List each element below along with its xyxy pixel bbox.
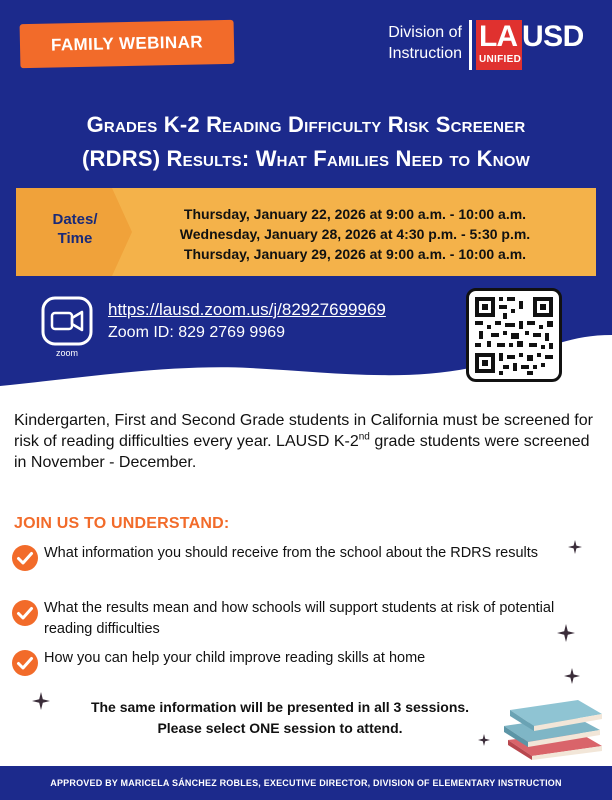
list-item-text: What information you should receive from the school about the RDRS results [44,545,539,561]
list-item-text: What the results mean and how schools will support students at risk of potential reading difficulties [44,600,555,637]
books-icon [498,688,608,760]
sparkle-icon [564,668,580,684]
sparkle-icon [478,734,490,746]
zoom-meeting-id: Zoom ID: 829 2769 9969 [108,324,286,341]
zoom-icon [40,296,94,358]
logo-divider [469,20,472,70]
intro-paragraph: Kindergarten, First and Second Grade students in California must be screened for risk of reading difficulties every year. LAUSD K-2nd grade students were screened in November - December. [14,412,593,471]
checkmark-icon [12,545,38,571]
division-of-instruction-text: Division of Instruction [388,24,462,62]
sparkle-icon [32,692,50,710]
sparkle-icon [557,624,575,642]
join-us-heading: JOIN US TO UNDERSTAND: [14,515,230,532]
lausd-la-block [476,20,522,70]
session-date-1: Thursday, January 22, 2026 at 9:00 a.m. - 10:00 a.m. [183,206,527,222]
session-date-2: Wednesday, January 28, 2026 at 4:30 p.m. - 5:30 p.m. [179,226,531,242]
checkmark-icon [12,650,38,676]
closing-note: The same information will be presented in all 3 sessions. Please select ONE session to attend. [90,699,470,736]
badge-label: FAMILY WEBINAR [50,32,204,55]
title-line-1: Grades K-2 Reading Difficulty Risk Screener [86,112,526,137]
footer-approval-bar [0,766,612,800]
dates-time-label: Dates/ Time [52,211,98,247]
zoom-meeting-link[interactable]: https://lausd.zoom.us/j/82927699969 [108,300,386,319]
session-date-3: Thursday, January 29, 2026 at 9:00 a.m. - 10:00 a.m. [183,246,527,262]
family-webinar-badge [20,20,235,68]
footer-approval-text: APPROVED BY MARICELA SÁNCHEZ ROBLES, EXECUTIVE DIRECTOR, DIVISION OF ELEMENTARY INSTRUCTION [50,778,562,788]
logo-usd-text: USD [522,20,584,53]
zoom-icon-label: zoom [55,348,79,358]
page-title [10,108,602,176]
logo-unified-text: UNIFIED [479,54,522,65]
list-item-text: How you can help your child improve reading skills at home [44,650,426,666]
sparkle-icon [568,540,582,554]
logo-la-text: LA [479,20,517,53]
checkmark-icon [12,600,38,626]
lausd-logo [364,20,604,70]
qr-code [466,288,562,382]
title-line-2: (RDRS) Results: What Families Need to Know [82,146,530,171]
session-dates-list [120,204,590,264]
qr-code-icon [469,291,559,379]
